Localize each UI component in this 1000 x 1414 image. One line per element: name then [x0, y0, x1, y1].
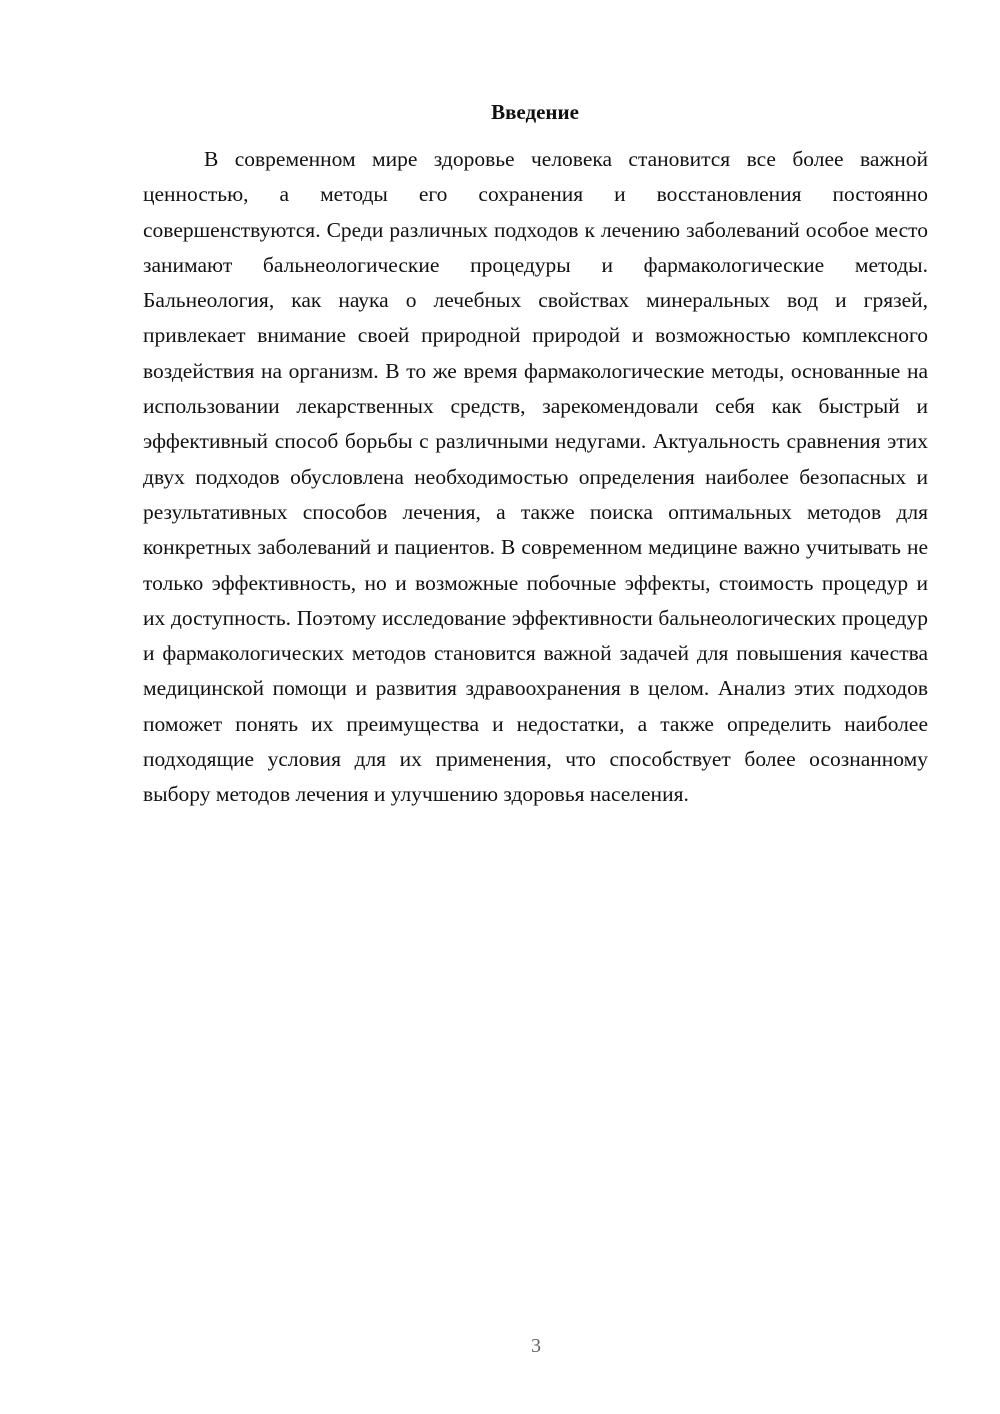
introduction-paragraph: В современном мире здоровье человека становится все более важной ценностью, а методы его сохранения и восстановления постоянно совершенствуются. Среди различных подходов к лечению заболеваний особое место занимают бальнеологические процедуры и фармакологические методы. Бальнеология, как наука о лечебных свойствах минеральных вод и грязей, привлекает внимание своей природной природой и возможностью комплексного воздействия на организм. В то же время фармакологические методы, основанные на использовании лекарственных средств, зарекомендовали себя как быстрый и эффективный способ борьбы с различными недугами. Актуальность сравнения этих двух подходов обусловлена необходимостью определения наиболее безопасных и результативных способов лечения, а также поиска оптимальных методов для конкретных заболеваний и пациентов. В современном медицине важно учитывать не только эффективность, но и возможные побочные эффекты, стоимость процедур и их доступность. Поэтому исследование эффективности бальнеологических процедур и фармакологических методов становится важной задачей для повышения качества медицинской помощи и развития здравоохранения в целом. Анализ этих подходов поможет понять их преимущества и недостатки, а также определить наиболее подходящие условия для их применения, что способствует более осознанному выбору методов лечения и улучшению здоровья населения.: [143, 147, 928, 807]
section-heading: Введение: [491, 100, 579, 124]
page-number: 3: [531, 1335, 541, 1357]
